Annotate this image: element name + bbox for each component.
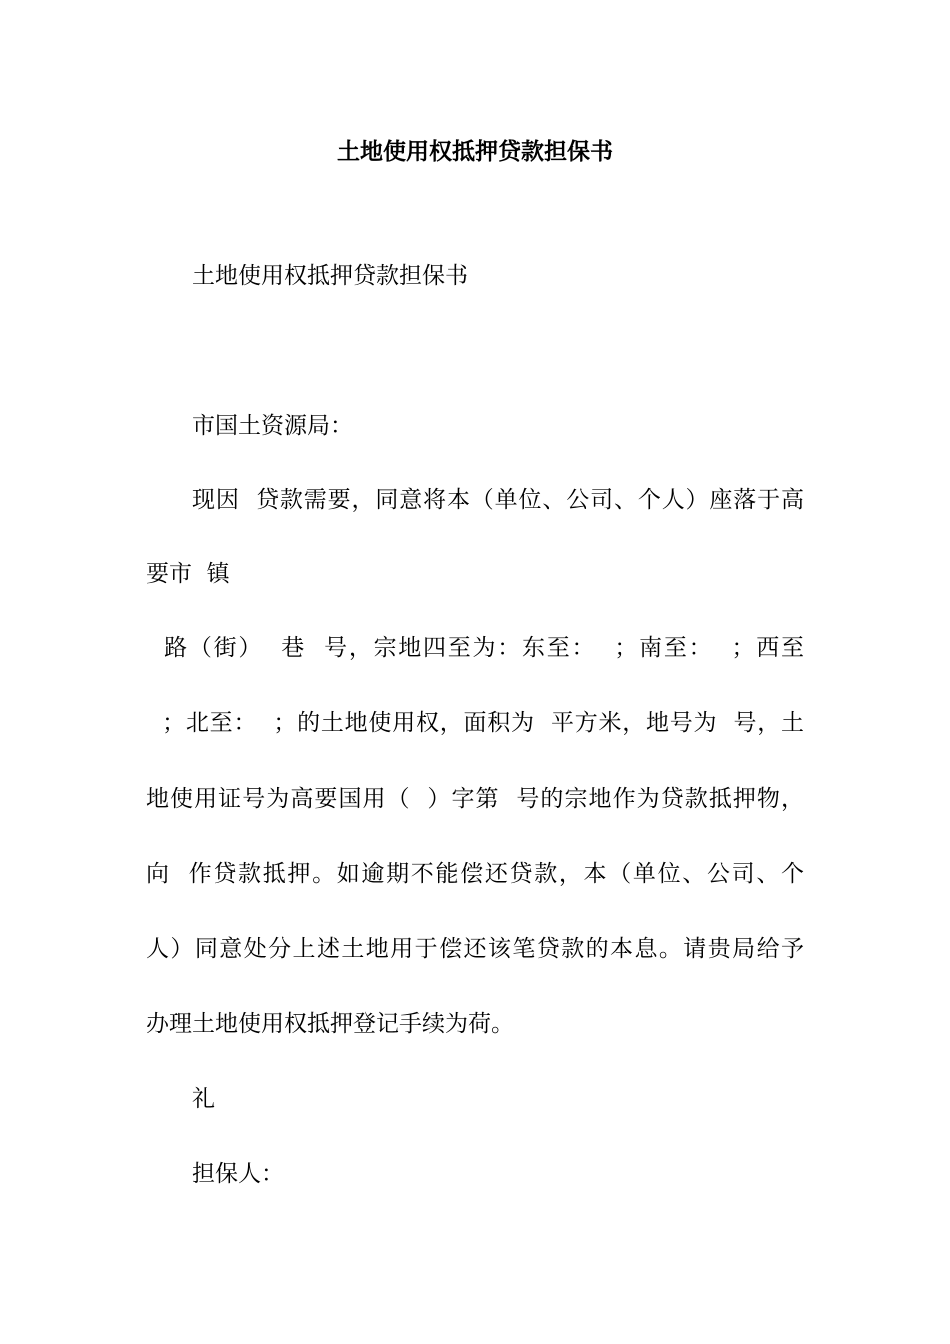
document-subtitle: 土地使用权抵押贷款担保书 (192, 263, 468, 289)
body-line: 人）同意处分上述土地用于偿还该笔贷款的本息。请贵局给予 (146, 936, 804, 962)
document-title: 土地使用权抵押贷款担保书 (337, 138, 613, 165)
body-line: 要市 镇 (146, 561, 230, 587)
body-line: 办理土地使用权抵押登记手续为荷。 (146, 1011, 514, 1037)
body-line: 地使用证号为高要国用（ ）字第 号的宗地作为贷款抵押物， (146, 786, 804, 812)
body-line: 向 作贷款抵押。如逾期不能偿还贷款，本（单位、公司、个 (146, 861, 804, 887)
body-line: ；北至： ；的土地使用权，面积为 平方米，地号为 号，土 (146, 710, 804, 736)
salutation: 市国土资源局： (192, 413, 353, 439)
body-line: 路（街） 巷 号，宗地四至为：东至： ；南至： ；西至 (146, 635, 804, 661)
guarantor-label: 担保人： (192, 1161, 284, 1187)
body-line: 现因 贷款需要，同意将本（单位、公司、个人）座落于高 (192, 487, 804, 513)
closing: 礼 (192, 1086, 215, 1112)
